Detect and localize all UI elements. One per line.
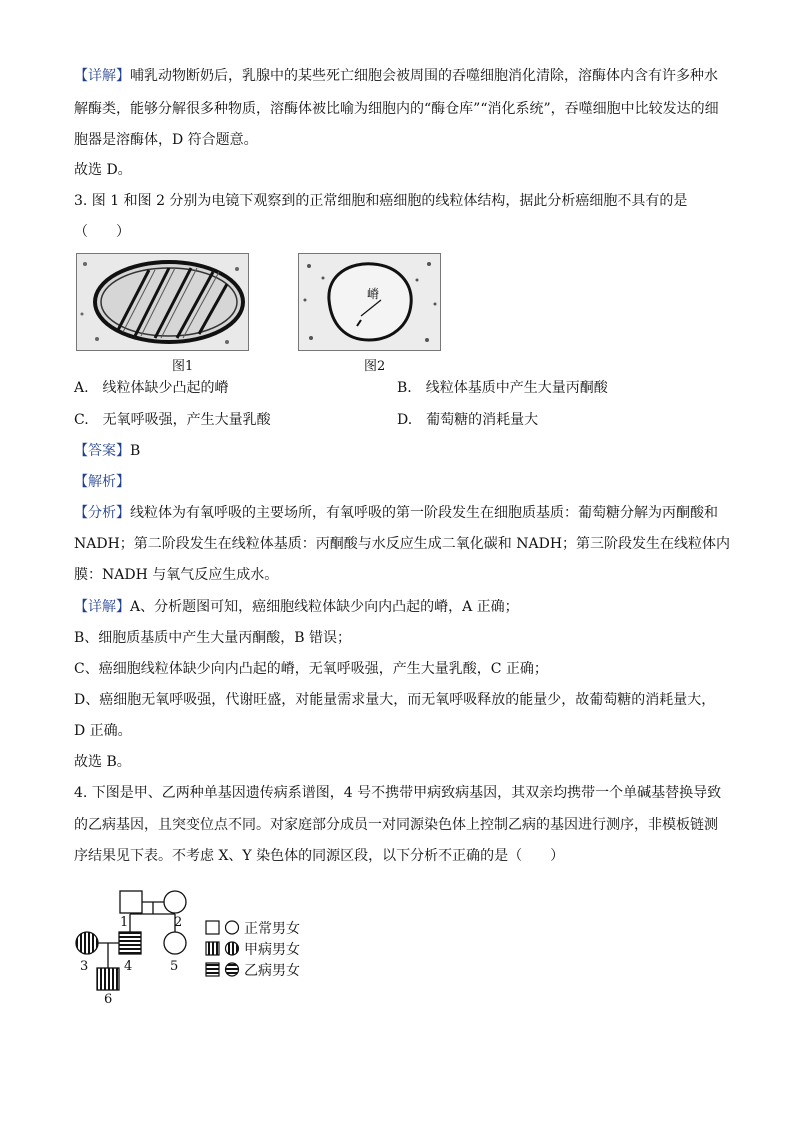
q3-detail-b: B、细胞质基质中产生大量丙酮酸，B 错误；: [74, 630, 352, 646]
answer-line: [74, 441, 140, 461]
q4-stem-2: 的乙病基因，且突变位点不同。对家庭部分成员一对同源染色体上控制乙病的基因进行测序，非模板链测: [74, 817, 718, 833]
detail-text: 哺乳动物断奶后，乳腺中的某些死亡细胞会被周围的吞噬细胞消化清除，溶酶体内含有许多种水: [130, 68, 718, 84]
legend-yi-male: [206, 963, 219, 976]
pedigree-3-female-jia: [76, 932, 98, 954]
q3-detail-tag: 【详解】: [74, 599, 130, 615]
q4-stem-1: 4. 下图是甲、乙两种单基因遗传病系谱图，4 号不携带甲病致病基因，其双亲均携带一个单碱基替换导致: [74, 785, 722, 801]
mitochondrion-cancer-drawing: [299, 254, 440, 350]
legend-yi-female: [226, 963, 239, 976]
detail-line-1: [74, 66, 718, 86]
fenxi-line-2: NADH；第二阶段发生在线粒体基质：丙酮酸与水反应生成二氧化碳和 NADH；第三阶段发生在线粒体内: [74, 536, 731, 552]
legend-normal-label: 正常男女: [244, 921, 300, 937]
pedigree-num-1: 1: [120, 915, 129, 930]
option-b: B. 线粒体基质中产生大量丙酮酸: [397, 380, 608, 396]
q3-detail-line-1: [74, 597, 519, 617]
q3-detail-a: A、分析题图可知，癌细胞线粒体缺少向内凸起的嵴，A 正确；: [130, 599, 519, 615]
fenxi-line-1: [74, 503, 718, 523]
detail-line-3: 胞器是溶酶体，D 符合题意。: [74, 132, 258, 148]
answer-value: B: [130, 443, 141, 459]
q3-detail-d: D、癌细胞无氧呼吸强，代谢旺盛，对能量需求量大，而无氧呼吸释放的能量少，故葡萄糖的消耗量大，: [74, 692, 716, 708]
pedigree-5-female-normal: [164, 932, 186, 954]
detail-line-2: 解酶类，能够分解很多种物质，溶酶体被比喻为细胞内的“酶仓库”“消化系统”，吞噬细胞中比较发达的细: [74, 101, 719, 117]
option-a: A. 线粒体缺少凸起的嵴: [74, 380, 229, 396]
q4-stem-3: 序结果见下表。不考虑 X、Y 染色体的同源区段，以下分析不正确的是（ ）: [74, 848, 565, 864]
pedigree-num-3: 3: [80, 959, 89, 974]
pedigree-num-4: 4: [124, 959, 133, 974]
choose-d: 故选 D。: [74, 162, 132, 178]
pedigree-1-male-normal: [120, 891, 142, 913]
pedigree-num-2: 2: [174, 915, 183, 930]
cristae-label: 嵴: [367, 287, 380, 301]
figure-1-image: [76, 253, 249, 351]
pedigree-chart: [60, 880, 340, 1010]
pedigree-6-male-jia: [97, 968, 119, 990]
legend-jia-female: [226, 942, 239, 955]
option-d: D. 葡萄糖的消耗量大: [397, 412, 539, 428]
fenxi-tag: 【分析】: [74, 505, 130, 521]
legend-normal-male: [206, 921, 219, 934]
analysis-tag: 【解析】: [74, 474, 130, 490]
pedigree-2-female-normal: [164, 891, 186, 913]
fenxi-line-3: 膜：NADH 与氧气反应生成水。: [74, 567, 279, 583]
figure-2-image: [298, 253, 441, 351]
pedigree-num-5: 5: [170, 959, 179, 974]
legend-jia-male: [206, 942, 219, 955]
legend-yi-label: 乙病男女: [244, 963, 300, 979]
q3-paren: （ ）: [74, 224, 130, 240]
detail-tag: 【详解】: [74, 68, 130, 84]
fenxi-text: 线粒体为有氧呼吸的主要场所，有氧呼吸的第一阶段发生在细胞质基质：葡萄糖分解为丙酮酸和: [130, 505, 718, 521]
figure-2-caption: 图2: [364, 359, 386, 374]
option-c: C. 无氧呼吸强，产生大量乳酸: [74, 412, 271, 428]
q3-detail-c: C、癌细胞线粒体缺少向内凸起的嵴，无氧呼吸强，产生大量乳酸，C 正确；: [74, 661, 548, 677]
pedigree-num-6: 6: [104, 992, 113, 1007]
legend-normal-female: [226, 921, 239, 934]
q3-detail-d-cont: D 正确。: [74, 723, 132, 739]
mitochondrion-normal-drawing: [77, 254, 248, 350]
choose-b: 故选 B。: [74, 754, 131, 770]
q3-stem: 3. 图 1 和图 2 分别为电镜下观察到的正常细胞和癌细胞的线粒体结构，据此分析癌细胞不具有的是: [74, 193, 688, 209]
figure-1-caption: 图1: [172, 359, 194, 374]
answer-tag: 【答案】: [74, 443, 130, 459]
pedigree-4-male-yi: [119, 932, 141, 954]
legend-jia-label: 甲病男女: [244, 942, 300, 958]
